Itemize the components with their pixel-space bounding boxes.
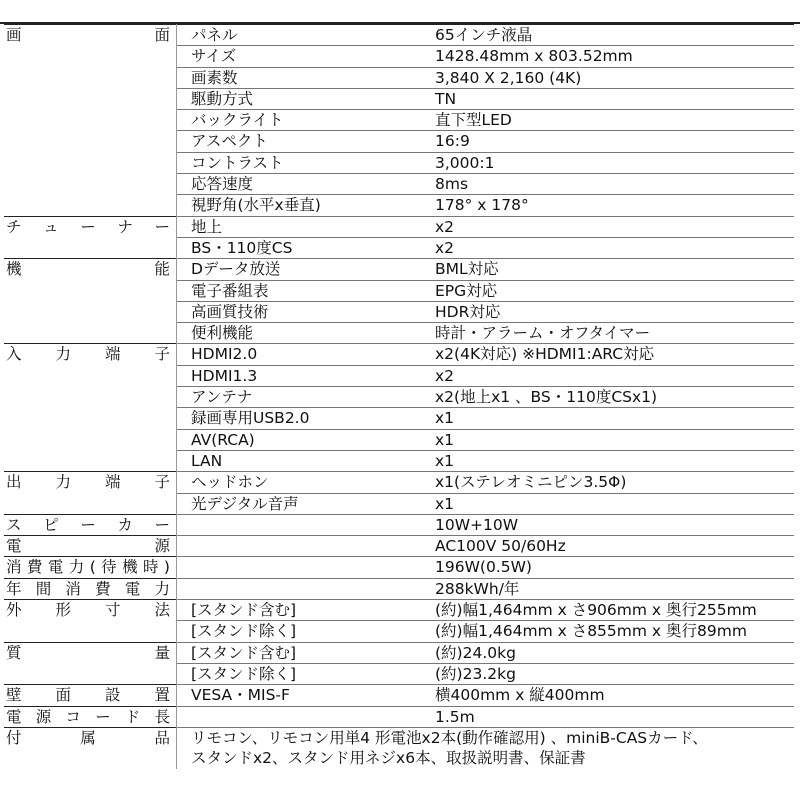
spec-label: アスペクト: [177, 131, 428, 152]
spec-category-char: 源: [35, 707, 52, 726]
spec-value: 10W+10W: [427, 514, 794, 535]
spec-category-char: 入: [6, 345, 22, 364]
spec-value: 65インチ液晶: [427, 25, 794, 46]
spec-value: 8ms: [427, 174, 794, 195]
spec-category-char: 時: [143, 558, 159, 577]
spec-value: 1428.48mm x 803.52mm: [427, 46, 794, 67]
spec-category-label: [6, 579, 170, 599]
spec-category-label: [6, 515, 170, 535]
spec-value: 横400mm x 縦400mm: [427, 685, 794, 706]
spec-category-char: 機: [6, 260, 22, 279]
spec-category-char: 待: [101, 558, 117, 577]
spec-label: HDMI2.0: [177, 344, 428, 365]
spec-value: EPG対応: [427, 280, 794, 301]
spec-category-label: [6, 643, 170, 663]
spec-table-body: [4, 25, 794, 769]
spec-value: x1: [427, 408, 794, 429]
spec-category: [4, 472, 177, 515]
spec-value: 直下型LED: [427, 110, 794, 131]
spec-label: アンテナ: [177, 387, 428, 408]
table-row: [4, 216, 794, 237]
spec-value: TN: [427, 88, 794, 109]
table-row: [4, 642, 794, 663]
spec-category-char: 電: [47, 558, 64, 577]
table-row: [4, 536, 794, 557]
spec-value: 3,840 X 2,160 (4K): [427, 67, 794, 88]
spec-value: x1: [427, 450, 794, 471]
spec-label: [177, 578, 428, 599]
spec-category-char: チ: [6, 217, 22, 236]
spec-category: [4, 25, 177, 217]
table-row: [4, 472, 794, 493]
spec-label: [177, 706, 428, 727]
spec-value: x2(地上x1 、BS・110度CSx1): [427, 387, 794, 408]
spec-category-label: [6, 685, 170, 705]
spec-value: HDR対応: [427, 301, 794, 322]
spec-category-char: ー: [154, 515, 170, 534]
spec-label: [スタンド除く]: [177, 663, 428, 684]
spec-label: LAN: [177, 450, 428, 471]
spec-label: [スタンド含む]: [177, 642, 428, 663]
spec-category-char: ー: [80, 217, 96, 236]
table-row: [4, 344, 794, 365]
spec-category: [4, 706, 177, 727]
spec-category-label: [6, 344, 170, 364]
spec-label: [スタンド除く]: [177, 621, 428, 642]
spec-category-char: 電: [6, 707, 22, 726]
spec-value: BML対応: [427, 259, 794, 280]
spec-label: BS・110度CS: [177, 237, 428, 258]
spec-category-char: 端: [104, 473, 121, 492]
spec-category-char: ピ: [43, 515, 59, 534]
spec-category-char: ): [163, 558, 170, 577]
spec-category: [4, 259, 177, 344]
spec-value: 288kWh/年: [427, 578, 794, 599]
spec-category-label: [6, 25, 170, 45]
table-row: [4, 25, 794, 46]
spec-category-char: 品: [154, 728, 170, 747]
spec-category-label: [6, 472, 170, 492]
spec-label: 駆動方式: [177, 88, 428, 109]
spec-category-char: 壁: [6, 686, 22, 705]
spec-category-char: 消: [65, 579, 81, 598]
table-row: [4, 514, 794, 535]
spec-category-char: 電: [124, 579, 141, 598]
spec-category-char: 能: [154, 260, 170, 279]
spec-category-char: 力: [68, 558, 85, 577]
spec-category-char: 形: [55, 601, 71, 620]
spec-category: [4, 600, 177, 643]
spec-category-char: 外: [6, 601, 22, 620]
spec-value: 時計・アラーム・オフタイマー: [427, 323, 794, 344]
table-row: [4, 557, 794, 578]
spec-label: HDMI1.3: [177, 365, 428, 386]
spec-category: [4, 216, 177, 259]
spec-category-char: 力: [55, 473, 71, 492]
spec-label: バックライト: [177, 110, 428, 131]
spec-label: 録画専用USB2.0: [177, 408, 428, 429]
spec-category: [4, 514, 177, 535]
spec-category-char: 端: [104, 345, 121, 364]
spec-category: [4, 727, 177, 769]
spec-label: 便利機能: [177, 323, 428, 344]
spec-category-char: 子: [154, 345, 170, 364]
spec-category-char: 置: [154, 686, 170, 705]
spec-category: [4, 557, 177, 578]
table-row: [4, 600, 794, 621]
spec-value: x1: [427, 429, 794, 450]
spec-category-char: 面: [154, 26, 170, 44]
spec-label: [177, 536, 428, 557]
spec-category-label: [6, 600, 170, 620]
spec-value: AC100V 50/60Hz: [427, 536, 794, 557]
spec-value: 196W(0.5W): [427, 557, 794, 578]
spec-value: 178° x 178°: [427, 195, 794, 216]
spec-category-char: 質: [6, 643, 22, 662]
spec-value: 16:9: [427, 131, 794, 152]
spec-label: パネル: [177, 25, 428, 46]
spec-category-char: 間: [35, 579, 52, 598]
spec-label: 視野角(水平x垂直): [177, 195, 428, 216]
spec-label: [177, 557, 428, 578]
spec-label: [177, 514, 428, 535]
spec-value: (約)23.2kg: [427, 663, 794, 684]
spec-value: (約)幅1,464mm x さ906mm x 奥行255mm: [427, 600, 794, 621]
accessories-text: リモコン、リモコン用単4 形電池x2本(動作確認用) 、miniB-CASカード、: [177, 727, 795, 748]
accessories-text: スタンドx2、スタンド用ネジx6本、取扱説明書、保証書: [191, 749, 586, 768]
table-row: [4, 727, 794, 748]
spec-value: x1: [427, 493, 794, 514]
spec-label: 高画質技術: [177, 301, 428, 322]
spec-category-char: 源: [154, 537, 170, 556]
spec-category: [4, 685, 177, 706]
spec-label: AV(RCA): [177, 429, 428, 450]
spec-category-char: カ: [117, 515, 133, 534]
spec-category-label: [6, 259, 170, 279]
spec-category-label: [6, 217, 170, 237]
spec-label: [スタンド含む]: [177, 600, 428, 621]
spec-category-char: 出: [6, 473, 22, 492]
spec-category-label: [6, 557, 170, 577]
spec-category-char: 電: [6, 537, 22, 556]
spec-value: x2(4K対応) ※HDMI1:ARC対応: [427, 344, 794, 365]
spec-category-char: 面: [55, 686, 71, 705]
spec-category-char: 費: [95, 579, 111, 598]
spec-category-char: 機: [122, 558, 138, 577]
spec-category: [4, 536, 177, 557]
spec-category-char: 画: [6, 26, 22, 44]
spec-category-char: ー: [80, 515, 96, 534]
spec-category-char: 力: [154, 579, 170, 598]
spec-value: 3,000:1: [427, 152, 794, 173]
spec-value: (約)幅1,464mm x さ855mm x 奥行89mm: [427, 621, 794, 642]
spec-category-char: (: [89, 558, 96, 577]
spec-value: 1.5m: [427, 706, 794, 727]
spec-value: x1(ステレオミニピン3.5Φ): [427, 472, 794, 493]
table-row: [4, 685, 794, 706]
spec-category: [4, 344, 177, 472]
spec-category: [4, 642, 177, 685]
spec-table: [4, 24, 794, 769]
spec-category: [4, 578, 177, 599]
spec-category-char: ー: [154, 217, 170, 236]
spec-label: 応答速度: [177, 174, 428, 195]
spec-category-char: 寸: [104, 601, 121, 620]
spec-value: x2: [427, 365, 794, 386]
spec-value: x2: [427, 216, 794, 237]
spec-label: 画素数: [177, 67, 428, 88]
spec-category-char: 属: [80, 728, 96, 747]
spec-category-char: 消: [6, 558, 22, 577]
spec-label: ヘッドホン: [177, 472, 428, 493]
spec-label: 地上: [177, 216, 428, 237]
spec-category-char: コ: [65, 707, 81, 726]
spec-category-char: 年: [6, 579, 22, 598]
spec-label: サイズ: [177, 46, 428, 67]
spec-value: x2: [427, 237, 794, 258]
spec-category-char: ュ: [43, 217, 59, 236]
spec-category-label: [6, 707, 170, 727]
spec-category-char: 力: [55, 345, 71, 364]
spec-category-label: [6, 536, 170, 556]
spec-category-char: 量: [154, 643, 170, 662]
table-row: [4, 578, 794, 599]
spec-category-label: [6, 728, 170, 748]
table-row: [4, 259, 794, 280]
spec-category-char: 費: [26, 558, 43, 577]
spec-value: (約)24.0kg: [427, 642, 794, 663]
spec-category-char: 法: [154, 601, 170, 620]
spec-label: VESA・MIS-F: [177, 685, 428, 706]
table-row: [4, 706, 794, 727]
spec-label: Dデータ放送: [177, 259, 428, 280]
spec-label: コントラスト: [177, 152, 428, 173]
spec-category-char: ス: [6, 515, 22, 534]
spec-label: 光デジタル音声: [177, 493, 428, 514]
spec-category-char: 長: [154, 707, 170, 726]
spec-category-char: 付: [6, 728, 22, 747]
spec-category-char: 設: [104, 686, 121, 705]
spec-category-char: ナ: [117, 217, 133, 236]
spec-category-char: ー: [95, 707, 111, 726]
spec-category-char: 子: [154, 473, 170, 492]
spec-category-char: ド: [124, 707, 141, 726]
spec-label: 電子番組表: [177, 280, 428, 301]
